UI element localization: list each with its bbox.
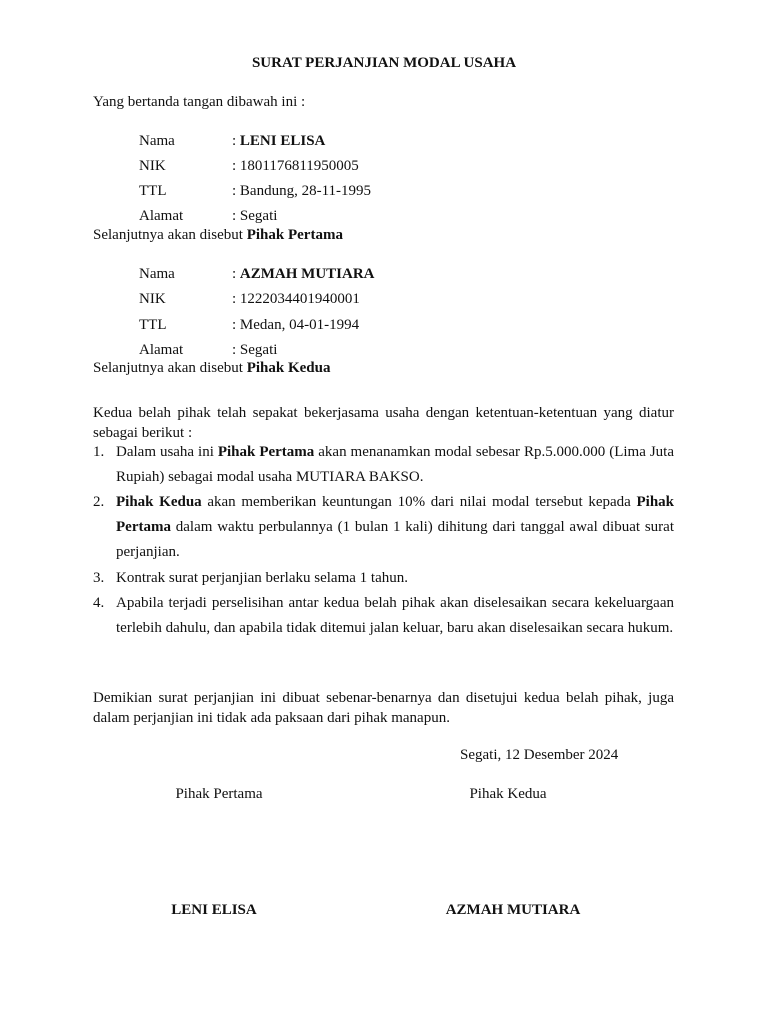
party1-nama-label: Nama bbox=[139, 133, 175, 149]
party2-nama-label: Nama bbox=[139, 266, 175, 282]
party1-designation-line bbox=[93, 228, 343, 243]
party2-alamat-label: Alamat bbox=[139, 342, 184, 358]
signature-role-right: Pihak Kedua bbox=[469, 786, 547, 802]
party2-ttl-label: TTL bbox=[139, 317, 167, 333]
party1-alamat-value bbox=[232, 209, 277, 224]
party2-nik: 1222034401940001 bbox=[239, 291, 360, 307]
term-number: 3. bbox=[93, 570, 105, 586]
party1-designation: Pihak Pertama bbox=[246, 227, 343, 243]
party1-nik-value bbox=[232, 159, 359, 174]
party2-designation-line bbox=[93, 361, 331, 376]
party1-ttl-value bbox=[232, 184, 371, 199]
party2-nik-value bbox=[232, 292, 360, 307]
party1-alamat-label: Alamat bbox=[139, 208, 184, 224]
term-item bbox=[116, 566, 674, 591]
designation-prefix: Selanjutnya akan disebut bbox=[93, 360, 247, 376]
party1-name: LENI ELISA bbox=[239, 133, 326, 149]
party2-designation: Pihak Kedua bbox=[246, 360, 331, 376]
place-date: Segati, 12 Desember 2024 bbox=[460, 747, 619, 763]
designation-prefix: Selanjutnya akan disebut bbox=[93, 227, 247, 243]
term-number: 4. bbox=[93, 595, 105, 611]
party2-name: AZMAH MUTIARA bbox=[239, 266, 375, 282]
signature-role-left: Pihak Pertama bbox=[175, 786, 263, 802]
term-bold-party: Pihak Pertama bbox=[116, 494, 674, 535]
party2-alamat-value bbox=[232, 343, 277, 358]
colon: : bbox=[232, 133, 240, 149]
term-text: Apabila terjadi perselisihan antar kedua belah pihak akan diselesaikan secara kekeluargaan terlebih dahulu, dan apabila tidak ditemui jalan keluar, baru akan diselesaikan secara hukum. bbox=[116, 595, 674, 636]
party2-ttl-value bbox=[232, 318, 359, 333]
colon: : bbox=[232, 158, 240, 174]
party1-nik-label: NIK bbox=[139, 158, 166, 174]
party1-alamat: Segati bbox=[239, 208, 278, 224]
term-number: 2. bbox=[93, 494, 105, 510]
party2-nama-value bbox=[232, 267, 375, 282]
party2-ttl: Medan, 04-01-1994 bbox=[239, 317, 360, 333]
signature-name-left: LENI ELISA bbox=[171, 902, 257, 918]
party1-nik: 1801176811950005 bbox=[239, 158, 359, 174]
closing-paragraph: Demikian surat perjanjian ini dibuat sebenar-benarnya dan disetujui kedua belah pihak, juga dalam perjanjian ini tidak ada paksaan dari pihak manapun. bbox=[93, 690, 674, 726]
term-number: 1. bbox=[93, 444, 105, 460]
intro-text: Yang bertanda tangan dibawah ini : bbox=[93, 94, 306, 110]
term-bold-party: Pihak Kedua bbox=[116, 494, 202, 510]
party1-ttl: Bandung, 28-11-1995 bbox=[239, 183, 372, 199]
document-title: SURAT PERJANJIAN MODAL USAHA bbox=[251, 55, 517, 71]
party2-alamat: Segati bbox=[239, 342, 278, 358]
colon: : bbox=[232, 317, 240, 333]
party1-ttl-label: TTL bbox=[139, 183, 167, 199]
term-text: dalam waktu perbulannya (1 bulan 1 kali) dihitung dari tanggal awal dibuat surat perjanjian. bbox=[116, 519, 674, 560]
term-item bbox=[116, 591, 674, 641]
colon: : bbox=[232, 208, 240, 224]
term-item bbox=[116, 440, 674, 490]
signature-name-right: AZMAH MUTIARA bbox=[445, 902, 581, 918]
term-bold-party: Pihak Pertama bbox=[217, 444, 315, 460]
term-item bbox=[116, 490, 674, 565]
colon: : bbox=[232, 342, 240, 358]
term-text: akan memberikan keuntungan 10% dari nilai modal tersebut kepada bbox=[201, 494, 637, 510]
colon: : bbox=[232, 266, 240, 282]
term-text: Dalam usaha ini bbox=[116, 444, 218, 460]
term-text: Kontrak surat perjanjian berlaku selama 1 tahun. bbox=[116, 570, 408, 586]
term-text: akan menanamkan modal sebesar Rp.5.000.000 (Lima Juta Rupiah) sebagai modal usaha MUTIARA BAKSO. bbox=[116, 444, 674, 485]
agreement-intro: Kedua belah pihak telah sepakat bekerjasama usaha dengan ketentuan-ketentuan yang diatur sebagai berikut : bbox=[93, 405, 674, 441]
party1-nama-value bbox=[232, 134, 325, 149]
colon: : bbox=[232, 183, 240, 199]
colon: : bbox=[232, 291, 240, 307]
party2-nik-label: NIK bbox=[139, 291, 166, 307]
